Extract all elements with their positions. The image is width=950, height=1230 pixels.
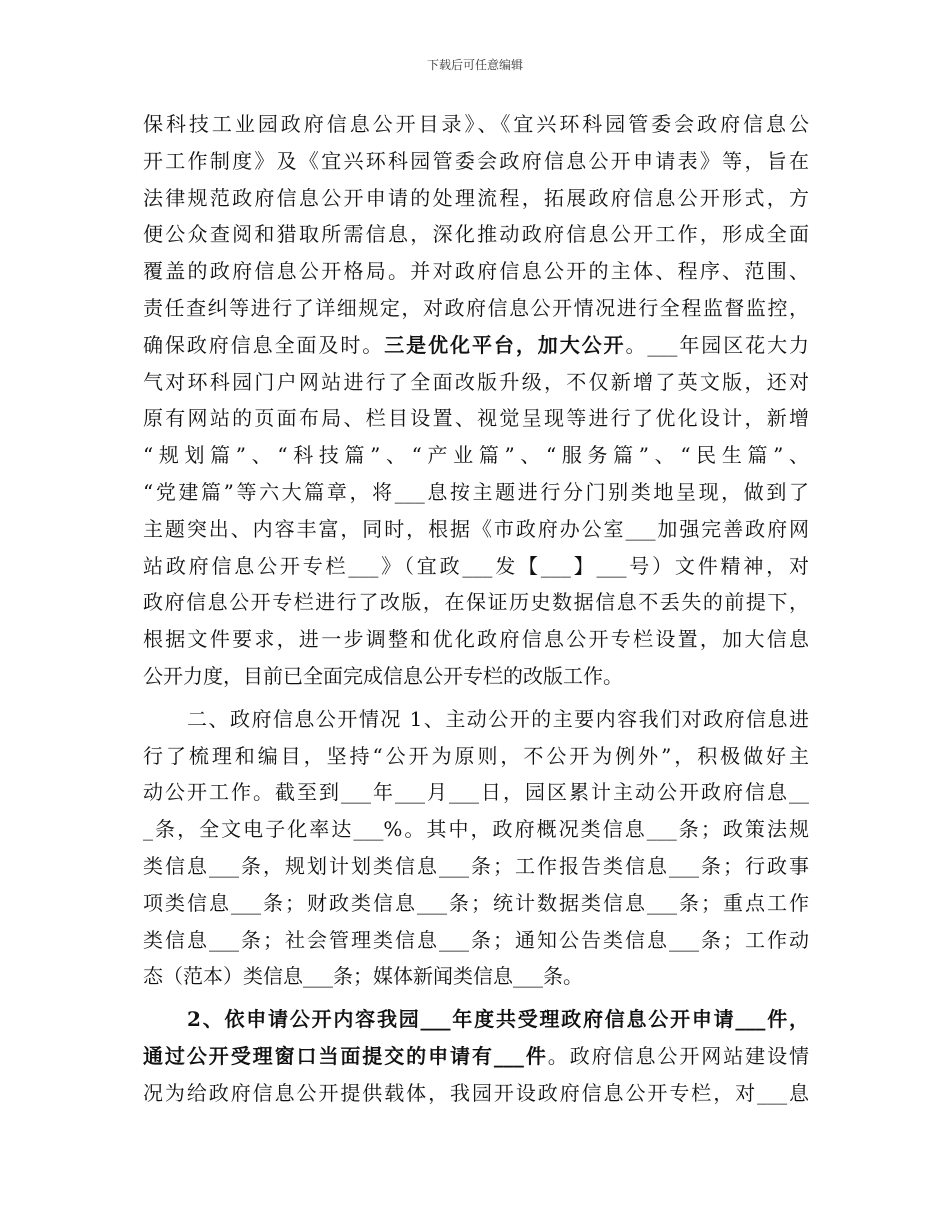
text-line: 原有网站的页面布局、栏目设置、视觉呈现等进行了优化设计，新增 [143,406,809,431]
text-line: 站政府信息公开专栏___》（宜政___发【___】___号）文件精神，对 [143,553,809,578]
text-line: 行了梳理和编目，坚持“公开为原则，不公开为例外”，积极做好主 [143,743,809,768]
page-header: 下载后可任意编辑 [426,58,523,72]
text-line [143,1038,809,1075]
text-line: 责任查纠等进行了详细规定，对政府信息公开情况进行全程监督监控， [143,295,809,320]
text-line: 项类信息___条；财政类信息___条；统计数据类信息___条；重点工作 [143,890,809,915]
text-line: 公开力度，目前已全面完成信息公开专栏的改版工作。 [143,663,623,688]
text-line: “党建篇”等六大篇章，将___息按主题进行分门别类地呈现，做到了 [143,479,809,504]
text-line: 主题突出、内容丰富，同时，根据《市政府办公室___加强完善政府网 [143,516,809,541]
text-line: _条，全文电子化率达___%。其中，政府概况类信息___条；政策法规 [143,817,809,842]
text-line [143,327,809,364]
text-line: 气对环科园门户网站进行了全面改版升级，不仅新增了英文版，还对 [143,369,809,394]
text-line: 动公开工作。截至到___年___月___日，园区累计主动公开政府信息__ [143,780,809,805]
text-line: 便公众查阅和猎取所需信息，深化推动政府信息公开工作，形成全面 [143,222,809,247]
bold-text: 通过公开受理窗口当面提交的申请有___件 [143,1043,548,1068]
text-line: 政府信息公开专栏进行了改版，在保证历史数据信息不丢失的前提下， [143,590,809,615]
bold-text: 2、依申请公开内容我园___年度共受理政府信息公开申请___件， [187,1007,809,1032]
text-line: “规划篇”、“科技篇”、“产业篇”、“服务篇”、“民生篇”、 [143,443,809,468]
text-line: 保科技工业园政府信息公开目录》、《宜兴环科园管委会政府信息公 [143,112,809,136]
text-line: 态（范本）类信息___条；媒体新闻类信息___条。 [143,964,583,989]
text-run: 。政府信息公开网站建设情 [547,1043,809,1068]
text-run: 确保政府信息全面及时。 [143,332,385,357]
text-line: 法律规范政府信息公开申请的处理流程，拓展政府信息公开形式，方 [143,185,809,210]
text-run: 。___年园区花大力 [625,332,809,357]
paragraph-1 [143,106,809,695]
text-line: 类信息___条；社会管理类信息___条；通知公告类信息___条；工作动 [143,927,809,952]
bold-heading: 三是优化平台，加大公开 [384,332,626,357]
paragraph-3 [143,1001,809,1111]
text-line: 二、政府信息公开情况 1、主动公开的主要内容我们对政府信息进 [187,706,809,731]
text-line: 类信息___条，规划计划类信息___条；工作报告类信息___条；行政事 [143,853,809,878]
text-line: 况为给政府信息公开提供载体，我园开设政府信息公开专栏，对___息 [143,1080,809,1105]
paragraph-2 [143,701,809,995]
text-line: 根据文件要求，进一步调整和优化政府信息公开专栏设置，加大信息 [143,627,809,652]
document-body [143,106,809,1112]
text-line: 开工作制度》及《宜兴环科园管委会政府信息公开申请表》等，旨在 [143,148,809,173]
text-line [143,1001,809,1038]
text-line: 覆盖的政府信息公开格局。并对政府信息公开的主体、程序、范围、 [143,259,809,284]
